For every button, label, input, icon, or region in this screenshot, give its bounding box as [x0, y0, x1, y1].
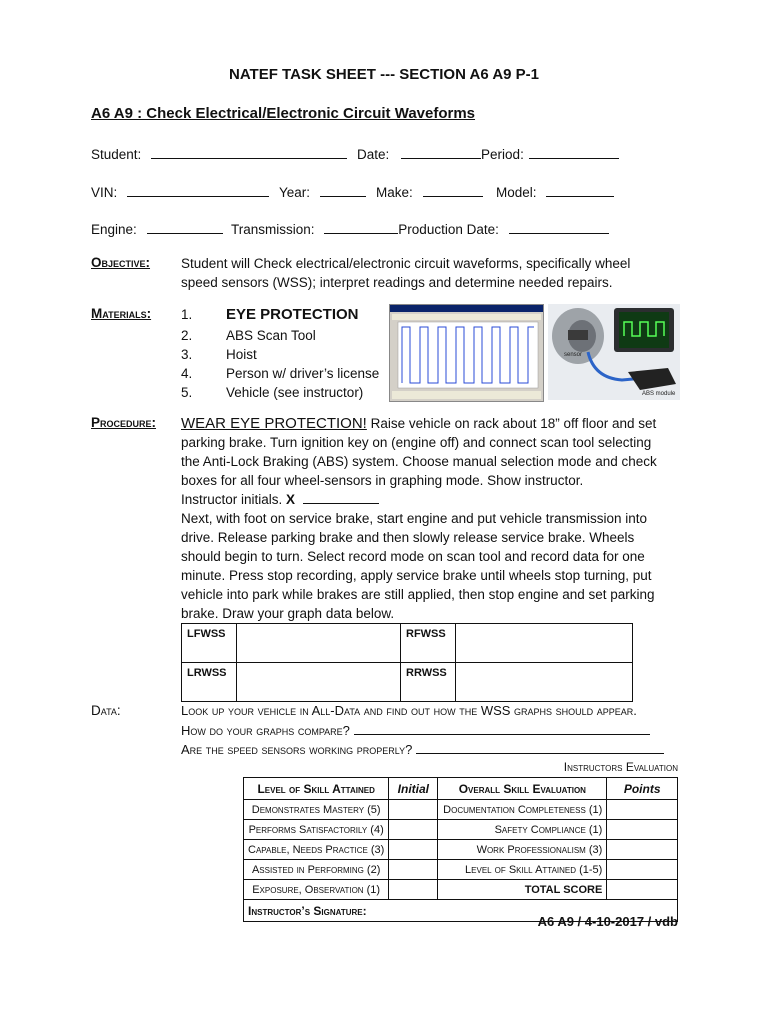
wss-graph-lr[interactable]: [237, 663, 401, 702]
transmission-label: Transmission:: [231, 222, 315, 237]
student-row: [91, 146, 347, 162]
transmission-row: [231, 221, 609, 237]
data-line-3: Are the speed sensors working properly?: [181, 741, 664, 757]
total-score-cell[interactable]: [607, 880, 678, 900]
year-field[interactable]: [320, 184, 366, 197]
procedure-label: Procedure:: [91, 415, 157, 430]
wss-label-lr: LRWSS: [182, 663, 237, 702]
year-row: [279, 184, 366, 200]
date-label: Date:: [357, 147, 390, 162]
abs-module-caption: ABS module: [642, 391, 676, 397]
materials-item: 2. ABS Scan Tool: [181, 328, 316, 343]
engine-row: [91, 221, 223, 237]
footer-code: A6 A9 / 4-10-2017 / vdb: [537, 914, 678, 929]
materials-item: 3. Hoist: [181, 347, 257, 362]
model-label: Model:: [496, 185, 537, 200]
eval-header-points: Points: [607, 778, 678, 800]
eval-row: Exposure, Observation (1) TOTAL SCORE: [244, 880, 678, 900]
initial-cell[interactable]: [389, 820, 438, 840]
model-row: [496, 184, 614, 200]
wss-graph-table: [181, 623, 633, 702]
objective-text: Student will Check electrical/electronic circuit waveforms, specifically wheel speed sensors (WSS); interpret readings and determine needed repairs.: [181, 256, 631, 290]
eval-header-initial: Initial: [389, 778, 438, 800]
eval-row: Capable, Needs Practice (3) Work Professionalism (3): [244, 840, 678, 860]
sensor-illustration-image: [548, 304, 680, 400]
instructor-initials-label: Instructor initials.: [181, 492, 287, 507]
scope-screenshot-image: [389, 304, 544, 402]
initial-cell[interactable]: [389, 840, 438, 860]
eval-row: Performs Satisfactorily (4) Safety Compliance (1): [244, 820, 678, 840]
evaluation-caption: Instructors Evaluation: [563, 760, 678, 774]
materials-list: [181, 305, 379, 402]
data-line-2: How do your graphs compare?: [181, 722, 650, 738]
initial-cell[interactable]: [389, 880, 438, 900]
initials-mark: X: [286, 492, 296, 507]
production-date-label: Production Date:: [398, 222, 499, 237]
points-cell[interactable]: [607, 840, 678, 860]
waveform-graph: [390, 305, 543, 401]
date-field[interactable]: [401, 146, 481, 159]
page-title: NATEF TASK SHEET --- SECTION A6 A9 P-1: [228, 66, 540, 83]
materials-item: 4. Person w/ driver’s license: [181, 366, 380, 381]
eval-header-skill: Level of Skill Attained: [244, 778, 389, 800]
engine-field[interactable]: [147, 221, 223, 234]
eye-protection-warning: WEAR EYE PROTECTION!: [181, 415, 367, 432]
year-label: Year:: [279, 185, 311, 200]
wss-label-rr: RRWSS: [401, 663, 456, 702]
vin-label: VIN:: [91, 185, 118, 200]
vin-row: [91, 184, 269, 200]
wss-graph-rf[interactable]: [456, 624, 633, 663]
vin-field[interactable]: [127, 184, 269, 197]
points-cell[interactable]: [607, 800, 678, 820]
period-field[interactable]: [529, 146, 619, 159]
transmission-field[interactable]: [324, 221, 398, 234]
make-field[interactable]: [423, 184, 483, 197]
materials-item: 1. EYE PROTECTION: [181, 306, 359, 323]
data-line-1: Look up your vehicle in All-Data and find out how the WSS graphs should appear.: [181, 703, 637, 718]
points-cell[interactable]: [607, 860, 678, 880]
eval-header-overall: Overall Skill Evaluation: [438, 778, 607, 800]
make-row: [376, 184, 483, 200]
total-score-label: TOTAL SCORE: [438, 880, 607, 900]
period-label: Period:: [481, 147, 524, 162]
eval-row: Assisted in Performing (2) Level of Skill Attained (1-5): [244, 860, 678, 880]
model-field[interactable]: [546, 184, 614, 197]
production-date-field[interactable]: [509, 221, 609, 234]
task-subtitle: A6 A9 : Check Electrical/Electronic Circuit Waveforms: [91, 105, 476, 122]
date-row: [357, 146, 619, 162]
initial-cell[interactable]: [389, 800, 438, 820]
objective-label: Objective:: [91, 255, 151, 270]
wss-label-rf: RFWSS: [401, 624, 456, 663]
wss-graph-lf[interactable]: [237, 624, 401, 663]
materials-label: Materials:: [91, 306, 152, 321]
compare-answer-field[interactable]: [354, 722, 650, 735]
make-label: Make:: [376, 185, 413, 200]
evaluation-table: [243, 777, 678, 922]
wss-label-lf: LFWSS: [182, 624, 237, 663]
student-label: Student:: [91, 147, 142, 162]
materials-item: 5. Vehicle (see instructor): [181, 385, 364, 400]
instructor-signature[interactable]: Instructor’s Signature:: [244, 900, 678, 922]
procedure-text: [181, 414, 671, 623]
instructor-initials-field[interactable]: [303, 491, 379, 504]
engine-label: Engine:: [91, 222, 137, 237]
initial-cell[interactable]: [389, 860, 438, 880]
wss-graph-rr[interactable]: [456, 663, 633, 702]
sensor-caption: sensor: [564, 352, 583, 358]
sensors-working-field[interactable]: [416, 741, 664, 754]
procedure-part2: Next, with foot on service brake, start engine and put vehicle transmission into drive. Release parking brake and then slowly release service brake. Wheels should begin to turn. Select record mode on scan tool and record data for one minute. Press stop recording, apply service brake until wheels stop turning, put vehicle into park while brakes are still applied, then stop engine and set parking brake. Draw your graph data below.: [181, 511, 655, 621]
data-label: Data:: [91, 703, 121, 718]
points-cell[interactable]: [607, 820, 678, 840]
eval-row: Demonstrates Mastery (5) Documentation Completeness (1): [244, 800, 678, 820]
student-field[interactable]: [151, 146, 347, 159]
procedure-part1: Raise vehicle on rack about 18” off floor and set parking brake. Turn ignition key on (engine off) and connect scan tool selecting the Anti-Lock Braking (ABS) system. Choose manual selection mode and check boxes for all four wheel-sensors in graphing mode. Show instructor.: [181, 416, 657, 488]
